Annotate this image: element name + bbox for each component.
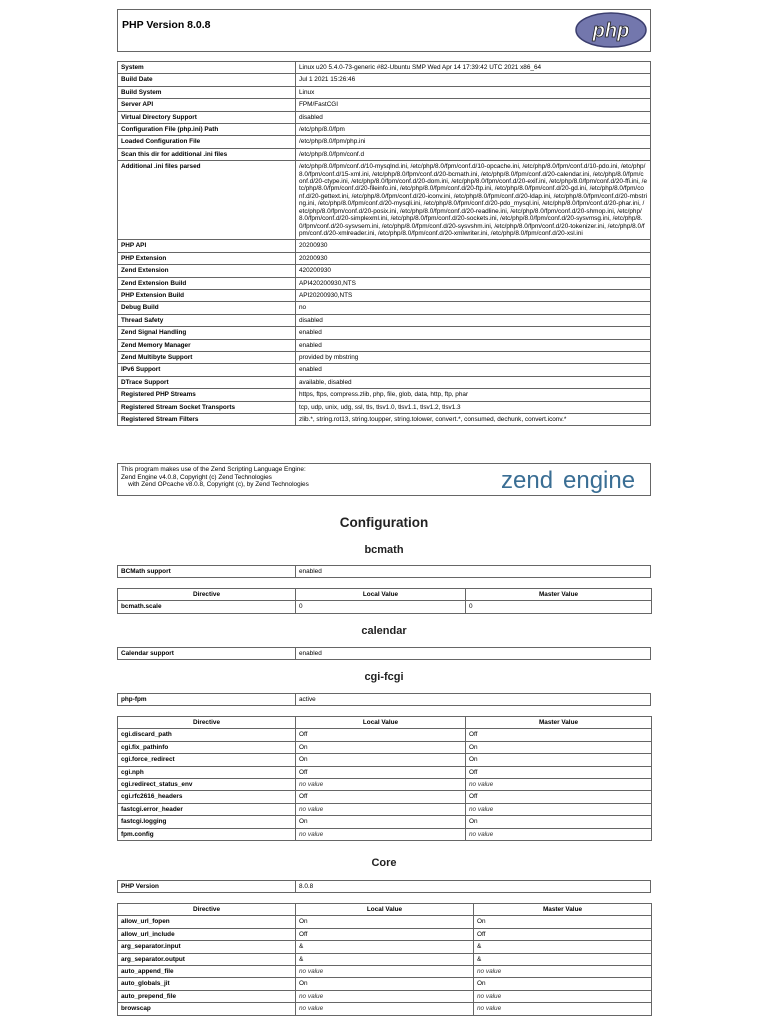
row-value: no (296, 302, 651, 314)
master-value: & (474, 941, 652, 953)
row-value: Linux u20 5.4.0-73-generic #82-Ubuntu SMP Wed Apr 14 17:39:42 UTC 2021 x86_64 (296, 62, 651, 74)
local-value: On (296, 816, 466, 828)
no-value-text: no value (469, 805, 494, 813)
local-value: Off (296, 729, 466, 741)
row-key: Scan this dir for additional .ini files (118, 148, 296, 160)
table-row (118, 741, 652, 753)
table-row (118, 928, 652, 940)
php-version-header (117, 9, 651, 52)
table-row (118, 966, 652, 978)
table-row (118, 828, 652, 840)
table-row (118, 289, 651, 301)
master-value: On (474, 916, 652, 928)
row-value: disabled (296, 314, 651, 326)
directive-name: cgi.force_redirect (118, 754, 296, 766)
master-value: 0 (466, 601, 652, 613)
bcmath-directives-section (117, 588, 651, 614)
row-value: enabled (296, 566, 651, 578)
module-heading-bcmath: bcmath (364, 544, 404, 556)
directive-name: cgi.fix_pathinfo (118, 741, 296, 753)
table-row (118, 265, 651, 277)
table-row (118, 327, 651, 339)
row-value: active (296, 694, 651, 706)
table-row (118, 302, 651, 314)
local-value (296, 966, 474, 978)
row-value: enabled (296, 339, 651, 351)
core-directives-section (117, 903, 651, 1016)
zend-engine-logo-icon (501, 467, 647, 493)
system-info-table (117, 61, 651, 426)
directive-name: bcmath.scale (118, 601, 296, 613)
row-value: /etc/php/8.0/fpm/conf.d/10-mysqlnd.ini, /etc/php/8.0/fpm/conf.d/10-opcache.ini, /etc/php/8.0/fpm/conf.d/10-pdo.ini, /etc/php/8.0/fpm/conf.d/15-xml.ini, /etc/php/8.0/fpm/conf.d/20-bcmath.ini, /etc/php/8.0/fpm/conf.d/20-calendar.ini, /etc/php/8.0/fpm/conf.d/20-ctype.ini, /etc/php/8.0/fpm/conf.d/20-dom.ini, /etc/php/8.0/fpm/conf.d/20-exif.ini, /etc/php/8.0/fpm/conf.d/20-ffi.ini, /etc/php/8.0/fpm/conf.d/20-fileinfo.ini, /etc/php/8.0/fpm/conf.d/20-ftp.ini, /etc/php/8.0/fpm/conf.d/20-gd.ini, /etc/php/8.0/fpm/conf.d/20-gettext.ini, /etc/php/8.0/fpm/conf.d/20-iconv.ini, /etc/php/8.0/fpm/conf.d/20-ldap.ini, /etc/php/8.0/fpm/conf.d/20-mbstring.ini, /etc/php/8.0/fpm/conf.d/20-mysqli.ini, /etc/php/8.0/fpm/conf.d/20-pdo_mysql.ini, /etc/php/8.0/fpm/conf.d/20-phar.ini, /etc/php/8.0/fpm/conf.d/20-posix.ini, /etc/php/8.0/fpm/conf.d/20-readline.ini, /etc/php/8.0/fpm/conf.d/20-shmop.ini, /etc/php/8.0/fpm/conf.d/20-simplexml.ini, /etc/php/8.0/fpm/conf.d/20-sockets.ini, /etc/php/8.0/fpm/conf.d/20-sysvmsg.ini, /etc/php/8.0/fpm/conf.d/20-sysvsem.ini, /etc/php/8.0/fpm/conf.d/20-sysvshm.ini, /etc/php/8.0/fpm/conf.d/20-tokenizer.ini, /etc/php/8.0/fpm/conf.d/20-xmlreader.ini, /etc/php/8.0/fpm/conf.d/20-xmlwriter.ini, /etc/php/8.0/fpm/conf.d/20-xsl.ini (296, 161, 651, 240)
table-row (118, 401, 651, 413)
directive-name: cgi.nph (118, 766, 296, 778)
no-value-text: no value (299, 1005, 324, 1013)
directive-name: cgi.redirect_status_env (118, 779, 296, 791)
row-value: FPM/FastCGI (296, 99, 651, 111)
row-key: php-fpm (118, 694, 296, 706)
table-row (118, 803, 652, 815)
row-value: 8.0.8 (296, 881, 651, 893)
row-value: Linux (296, 86, 651, 98)
directive-name: allow_url_fopen (118, 916, 296, 928)
row-value: enabled (296, 327, 651, 339)
local-value (296, 779, 466, 791)
row-value: 20200930 (296, 252, 651, 264)
module-heading-core: Core (371, 857, 397, 869)
master-value (466, 779, 652, 791)
table-header-row (118, 904, 652, 916)
row-value: https, ftps, compress.zlib, php, file, glob, data, http, ftp, phar (296, 389, 651, 401)
table-row (118, 124, 651, 136)
row-key: PHP Version (118, 881, 296, 893)
directive-name: arg_separator.output (118, 953, 296, 965)
row-value: available, disabled (296, 376, 651, 388)
column-header-directive: Directive (118, 717, 296, 729)
row-key: Build System (118, 86, 296, 98)
system-info-section (117, 61, 651, 426)
table-row (118, 364, 651, 376)
table-row (118, 1003, 652, 1015)
svg-text:zend: zend (501, 467, 554, 493)
php-logo-icon (574, 12, 648, 48)
master-value: On (466, 754, 652, 766)
column-header-master-value: Master Value (466, 589, 652, 601)
directive-name: auto_append_file (118, 966, 296, 978)
zend-engine-box (117, 463, 651, 496)
directive-name: fastcgi.logging (118, 816, 296, 828)
local-value: Off (296, 791, 466, 803)
row-key: BCMath support (118, 566, 296, 578)
directive-name: fastcgi.error_header (118, 803, 296, 815)
table-row (118, 881, 651, 893)
master-value (466, 803, 652, 815)
no-value-text: no value (469, 781, 494, 789)
table-row (118, 74, 651, 86)
calendar-support-table (117, 647, 651, 660)
table-row (118, 240, 651, 252)
column-header-master-value: Master Value (466, 717, 652, 729)
table-header-row (118, 589, 652, 601)
master-value: Off (474, 928, 652, 940)
row-key: PHP Extension (118, 252, 296, 264)
column-header-local-value: Local Value (296, 589, 466, 601)
table-row (118, 729, 652, 741)
directive-name: auto_prepend_file (118, 990, 296, 1002)
local-value: & (296, 941, 474, 953)
row-value: API20200930,NTS (296, 289, 651, 301)
local-value (296, 828, 466, 840)
row-value: /etc/php/8.0/fpm/php.ini (296, 136, 651, 148)
master-value: & (474, 953, 652, 965)
table-row (118, 916, 652, 928)
master-value: Off (466, 791, 652, 803)
table-header-row (118, 717, 652, 729)
row-key: Registered PHP Streams (118, 389, 296, 401)
calendar-support-section (117, 647, 651, 660)
row-key: Debug Build (118, 302, 296, 314)
table-row (118, 754, 652, 766)
bcmath-support-section (117, 565, 651, 578)
table-row (118, 601, 652, 613)
table-row (118, 694, 651, 706)
row-key: IPv6 Support (118, 364, 296, 376)
table-row (118, 941, 652, 953)
no-value-text: no value (477, 1005, 502, 1013)
master-value: On (466, 741, 652, 753)
local-value: On (296, 741, 466, 753)
table-row (118, 566, 651, 578)
table-row (118, 314, 651, 326)
zend-engine-text: This program makes use of the Zend Scripting Language Engine: Zend Engine v4.0.8, Copyright (c) Zend Technologies with Zend OPcache v8.0.8, Copyright (c), by Zend Technologies (121, 466, 309, 489)
row-key: Thread Safety (118, 314, 296, 326)
no-value-text: no value (477, 968, 502, 976)
table-row (118, 953, 652, 965)
table-row (118, 648, 651, 660)
master-value: Off (466, 729, 652, 741)
local-value (296, 1003, 474, 1015)
table-row (118, 339, 651, 351)
module-heading-calendar: calendar (361, 625, 407, 637)
column-header-directive: Directive (118, 904, 296, 916)
row-key: Registered Stream Socket Transports (118, 401, 296, 413)
table-row (118, 766, 652, 778)
bcmath-support-table (117, 565, 651, 578)
local-value: Off (296, 766, 466, 778)
row-value: 20200930 (296, 240, 651, 252)
cgi-fcgi-directives-table (117, 716, 652, 841)
column-header-directive: Directive (118, 589, 296, 601)
no-value-text: no value (469, 830, 494, 838)
row-key: Configuration File (php.ini) Path (118, 124, 296, 136)
row-value: Jul 1 2021 15:26:46 (296, 74, 651, 86)
column-header-local-value: Local Value (296, 717, 466, 729)
directive-name: fpm.config (118, 828, 296, 840)
row-key: PHP Extension Build (118, 289, 296, 301)
configuration-heading: Configuration (339, 515, 429, 530)
row-value: enabled (296, 364, 651, 376)
master-value: On (466, 816, 652, 828)
module-heading-cgi-fcgi: cgi-fcgi (364, 671, 404, 683)
local-value: On (296, 916, 474, 928)
table-row (118, 62, 651, 74)
table-row (118, 252, 651, 264)
bcmath-directives-table (117, 588, 652, 614)
master-value (474, 1003, 652, 1015)
row-key: Virtual Directory Support (118, 111, 296, 123)
table-row (118, 111, 651, 123)
row-value: zlib.*, string.rot13, string.toupper, string.tolower, convert.*, consumed, dechunk, convert.iconv.* (296, 414, 651, 426)
column-header-local-value: Local Value (296, 904, 474, 916)
directive-name: auto_globals_jit (118, 978, 296, 990)
table-row (118, 414, 651, 426)
row-value: /etc/php/8.0/fpm/conf.d (296, 148, 651, 160)
cgi-fcgi-support-section (117, 693, 651, 706)
table-row (118, 376, 651, 388)
master-value: On (474, 978, 652, 990)
row-key: Zend Extension Build (118, 277, 296, 289)
table-row (118, 161, 651, 240)
directive-name: cgi.discard_path (118, 729, 296, 741)
local-value: & (296, 953, 474, 965)
no-value-text: no value (299, 992, 324, 1000)
master-value: Off (466, 766, 652, 778)
no-value-text: no value (477, 992, 502, 1000)
no-value-text: no value (299, 830, 324, 838)
row-key: PHP API (118, 240, 296, 252)
local-value (296, 803, 466, 815)
directive-name: allow_url_include (118, 928, 296, 940)
row-key: DTrace Support (118, 376, 296, 388)
table-row (118, 990, 652, 1002)
master-value (474, 990, 652, 1002)
local-value: Off (296, 928, 474, 940)
cgi-fcgi-support-table (117, 693, 651, 706)
row-key: Zend Memory Manager (118, 339, 296, 351)
directive-name: cgi.rfc2616_headers (118, 791, 296, 803)
cgi-fcgi-directives-section (117, 716, 651, 841)
directive-name: arg_separator.input (118, 941, 296, 953)
local-value: On (296, 754, 466, 766)
row-value: disabled (296, 111, 651, 123)
table-row (118, 779, 652, 791)
table-row (118, 389, 651, 401)
table-row (118, 791, 652, 803)
row-value: provided by mbstring (296, 351, 651, 363)
row-value: tcp, udp, unix, udg, ssl, tls, tlsv1.0, tlsv1.1, tlsv1.2, tlsv1.3 (296, 401, 651, 413)
table-row (118, 148, 651, 160)
row-key: Zend Extension (118, 265, 296, 277)
table-row (118, 136, 651, 148)
core-directives-table (117, 903, 652, 1016)
core-support-table (117, 880, 651, 893)
table-row (118, 816, 652, 828)
row-value: API420200930,NTS (296, 277, 651, 289)
row-key: Registered Stream Filters (118, 414, 296, 426)
row-value: enabled (296, 648, 651, 660)
core-support-section (117, 880, 651, 893)
row-key: Server API (118, 99, 296, 111)
local-value: On (296, 978, 474, 990)
svg-text:php: php (592, 20, 630, 42)
row-key: Zend Multibyte Support (118, 351, 296, 363)
table-row (118, 277, 651, 289)
row-value: 420200930 (296, 265, 651, 277)
table-row (118, 99, 651, 111)
master-value (474, 966, 652, 978)
directive-name: browscap (118, 1003, 296, 1015)
row-value: /etc/php/8.0/fpm (296, 124, 651, 136)
table-row (118, 978, 652, 990)
no-value-text: no value (299, 968, 324, 976)
row-key: Calendar support (118, 648, 296, 660)
page-title: PHP Version 8.0.8 (122, 19, 211, 31)
table-row (118, 351, 651, 363)
table-row (118, 86, 651, 98)
row-key: System (118, 62, 296, 74)
no-value-text: no value (299, 805, 324, 813)
column-header-master-value: Master Value (474, 904, 652, 916)
row-key: Build Date (118, 74, 296, 86)
svg-text:engine: engine (563, 467, 636, 493)
row-key: Loaded Configuration File (118, 136, 296, 148)
row-key: Additional .ini files parsed (118, 161, 296, 240)
no-value-text: no value (299, 781, 324, 789)
master-value (466, 828, 652, 840)
local-value (296, 990, 474, 1002)
row-key: Zend Signal Handling (118, 327, 296, 339)
local-value: 0 (296, 601, 466, 613)
